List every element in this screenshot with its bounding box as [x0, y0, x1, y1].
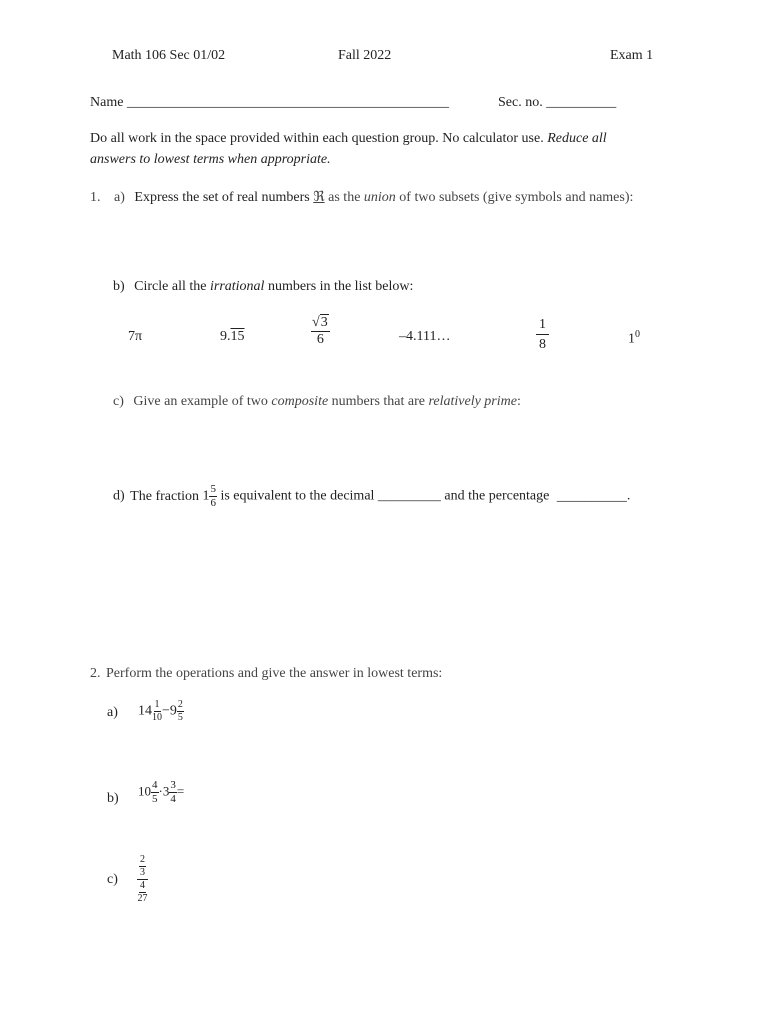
q2b-whole: 10	[138, 783, 151, 799]
q1a-union: union	[363, 190, 396, 205]
q1d-whole: 1	[202, 488, 210, 504]
q1d	[113, 484, 630, 509]
sqrt-den: 6	[316, 332, 324, 347]
q1a-label: a)	[114, 190, 125, 205]
q2a-op: −9	[162, 703, 177, 719]
q1c	[113, 394, 521, 410]
q1d-end: .	[626, 488, 631, 504]
q2a-d2: 5	[177, 712, 183, 723]
q1d-num: 5	[210, 483, 216, 495]
q2a-n2: 2	[177, 699, 183, 710]
q2c-n-top: 2	[140, 854, 145, 865]
q1b	[113, 279, 413, 295]
q1a-mid: as the	[328, 190, 361, 205]
sqrt-symbol: √3	[312, 315, 328, 330]
pow-base: 1	[628, 331, 635, 347]
item-repeating-decimal[interactable]	[220, 329, 245, 345]
q1a-text: Express the set of real numbers	[134, 190, 310, 205]
q1c-relprime: relatively prime	[428, 394, 517, 409]
q2a-frac2	[177, 700, 184, 723]
q1c-label: c)	[113, 394, 124, 409]
q2b-equals: =	[176, 783, 185, 799]
q1a	[90, 189, 633, 206]
q2c-num-frac	[139, 855, 146, 878]
q1b-post: numbers in the list below:	[267, 279, 414, 294]
q2-number: 2.	[90, 666, 101, 681]
q2c-label: c)	[107, 872, 118, 887]
exam-label: Exam 1	[610, 48, 654, 63]
q2c-den-frac	[138, 881, 148, 904]
one-eighth-fraction	[536, 318, 549, 352]
q2b-n2: 3	[170, 779, 176, 791]
q2a-label: a)	[107, 705, 118, 720]
section-label: Sec. no.	[498, 95, 543, 110]
item-sqrt-fraction[interactable]	[311, 316, 330, 347]
q1d-pre: The fraction	[130, 488, 199, 504]
q1b-irrational: irrational	[209, 279, 265, 294]
term-label: Fall 2022	[338, 48, 392, 63]
q2c-d-top: 4	[140, 880, 145, 891]
sqrt-fraction	[311, 316, 330, 347]
decimal-blank[interactable]: _________	[377, 488, 441, 504]
q1d-mid: is equivalent to the decimal	[220, 488, 375, 504]
q2-prompt	[90, 666, 442, 682]
q2b-n1: 4	[152, 779, 158, 791]
q2-prompt-text: Perform the operations and give the answer in lowest terms:	[106, 666, 443, 681]
q1c-post: :	[516, 394, 521, 409]
q1c-pre: Give an example of two	[133, 394, 268, 409]
frac-den: 8	[539, 337, 546, 352]
name-label: Name	[90, 95, 124, 110]
q2b-frac2	[169, 780, 177, 805]
q2c-numerator	[137, 855, 148, 880]
q2c-complex-fraction	[137, 855, 148, 904]
q2c-d-bot: 27	[137, 893, 148, 904]
section-blank[interactable]: __________	[546, 95, 617, 110]
sqrt-radicand: 3	[320, 315, 328, 330]
q2a-d1: 10	[152, 712, 162, 723]
percentage-blank[interactable]: __________	[556, 488, 627, 504]
item-one-eighth[interactable]	[536, 318, 549, 352]
instructions-line1	[90, 131, 607, 147]
q2b-expression	[138, 780, 184, 805]
decimal-repeat: 15	[230, 329, 245, 344]
q1c-mid: numbers that are	[331, 394, 425, 409]
q2c-denominator	[138, 880, 148, 904]
q2a-whole: 14	[138, 703, 152, 719]
q1d-den: 6	[210, 497, 216, 509]
item-seven-pi[interactable]: 7π	[128, 329, 143, 344]
q1c-composite: composite	[271, 394, 329, 409]
q2c-n-bot: 3	[140, 867, 145, 878]
q2a-n1: 1	[154, 699, 160, 710]
q2b-d2: 4	[170, 793, 176, 805]
q2a-frac1	[152, 700, 162, 723]
section-field[interactable]	[498, 95, 616, 111]
q1b-pre: Circle all the	[134, 279, 207, 294]
q1d-fraction	[209, 484, 217, 509]
q2b-d1: 5	[152, 793, 158, 805]
q2b-op: ·3	[158, 783, 170, 799]
q1a-post: of two subsets (give symbols and names):	[399, 190, 634, 205]
instructions-text: Do all work in the space provided within each question group. No calculator use.	[90, 131, 548, 146]
q2a-expression	[138, 700, 184, 723]
instructions-emphasis: Reduce all	[547, 131, 607, 146]
frac-num: 1	[536, 318, 549, 335]
name-field[interactable]	[90, 95, 449, 111]
reals-symbol: ℜ	[313, 190, 325, 205]
q2b-frac1	[151, 780, 159, 805]
pow-exp: 0	[635, 329, 640, 340]
instructions-line2: answers to lowest terms when appropriate.	[90, 152, 331, 167]
name-blank[interactable]: ______________________________________________	[126, 95, 449, 110]
item-negative-decimal[interactable]: –4.111…	[399, 329, 451, 344]
q2b-label: b)	[107, 791, 119, 806]
q1-number: 1.	[90, 190, 101, 205]
q1d-label: d)	[113, 488, 125, 504]
item-power[interactable]	[628, 329, 640, 348]
course-title: Math 106 Sec 01/02	[112, 48, 226, 63]
q2c-expression	[137, 855, 148, 904]
q1d-mid2: and the percentage	[444, 488, 550, 504]
q1b-label: b)	[113, 279, 125, 294]
decimal-whole: 9.	[220, 329, 231, 344]
